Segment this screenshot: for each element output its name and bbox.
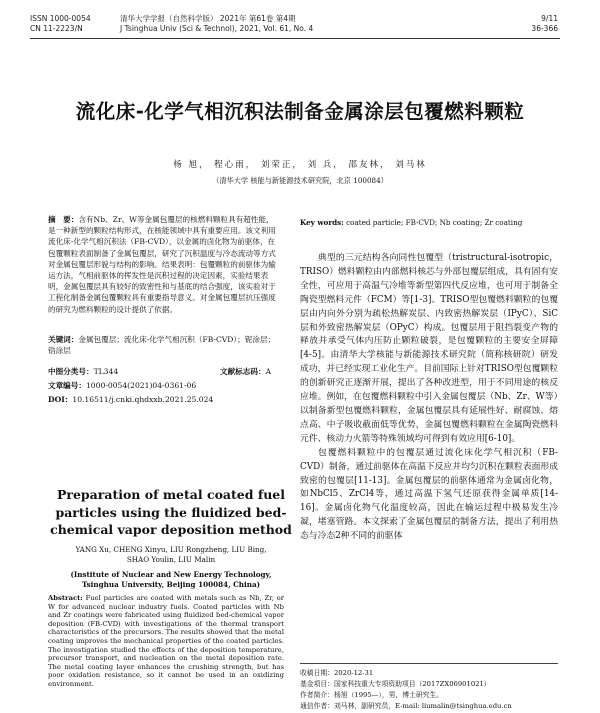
authors-en: [30, 545, 312, 564]
affiliation-en-line1: (Institute of Nuclear and New Energy Technology,: [70, 570, 272, 579]
footnote-fund: 基金项目：国家科技重大专项资助项目（2017ZX06901021）: [300, 680, 491, 688]
body-paragraph-1: 典型的三元结构各向同性包覆型（tristructural-isotropic，TRISO）燃料颗粒由内部燃料核芯与外部包覆层组成，具有固有安全性，可应用于高温气冷堆等新型第四代反应堆，也可用于制备全陶瓷型燃料元件（FCM）等[1-3]。TRISO型包覆燃料颗粒的包覆层由内向外分别为疏松热解炭层、内致密热解炭层（IPyC）、SiC层和外致密热解炭层（OPyC）构成。包覆层用于阻挡裂变产物的释放并承受气体内压防止颗粒破裂，是包覆颗粒的主要安全屏障[4-5]。由清华大学核能与新能源技术研究院（简称核研院）研发成功，并已经实现工业化生产。目前国际上针对TRISO型包覆颗粒的创新研究正逐渐开展，提出了各种改进型，用于不同用途的核反应堆。例如，在包覆燃料颗粒中引入金属包覆层（Nb、Zr、W等）以制备新型包覆燃料颗粒，金属包覆层具有延展性好、耐腐蚀、熔点高、中子吸收截面低等优势，金属包覆燃料颗粒在金属陶瓷燃料元件、核动力火箭等特殊领域均可得到有效应用[6-10]。: [300, 253, 558, 444]
document-code-label: 文献标志码：: [220, 367, 266, 376]
authors-cn: 杨 旭， 程心雨， 刘荣正， 刘 兵， 邵友林， 刘马林: [173, 160, 427, 170]
classification-label: 中图分类号：: [48, 367, 94, 376]
abstract-cn-text: 含有Nb、Zr、W等金属包覆层的核燃料颗粒具有超性能，是一种新型的颗粒结构形式，在核能领域中具有重要应用。该文利用流化床-化学气相沉积法（FB-CVD），以金属的卤化物为前驱体，在包覆颗粒表面制备了金属包覆层，研究了沉积温度与冷态流动等方式对金属包覆层形貌与结构的影响。结果表明：包覆颗粒的前驱体为输运方法，气相前驱体的挥发性是沉积过程的决定因素，实验结果表明，金属包覆层具有较好的致密性和与基底的结合强度，该实验对于工程化制备金属包覆颗粒具有重要指导意义。对金属包覆层抗压强度的研究为燃料颗粒的设计提供了依据。: [48, 215, 276, 314]
affiliation-cn: （清华大学 核能与新能源技术研究院，北京 100084）: [212, 176, 388, 185]
page-range-b: 36-366: [531, 24, 558, 33]
classification-number: [48, 366, 118, 377]
page-range: [531, 14, 558, 34]
keywords-en-text: coated particle; FB-CVD; Nb coating; Zr coating: [346, 218, 523, 227]
keywords-en-label: Key words:: [300, 218, 344, 227]
classification-value: TL344: [93, 367, 119, 376]
keywords-cn-label: 关键词：: [48, 335, 79, 344]
doi-label: DOI：: [48, 395, 73, 404]
article-number-label: 文章编号：: [48, 381, 86, 390]
issn: ISSN 1000-0054: [30, 14, 91, 23]
authors-en-line1: YANG Xu, CHENG Xinyu, LIU Rongzheng, LIU Bing,: [75, 545, 267, 554]
abstract-en-label: Abstract:: [48, 594, 83, 602]
keywords-cn: [48, 334, 276, 356]
affiliation-en: [30, 570, 312, 589]
page-range-a: 9/11: [541, 14, 558, 23]
document-code-value: A: [265, 367, 272, 376]
article-number: [48, 380, 196, 391]
footnote-received: 收稿日期：2020-12-31: [300, 669, 374, 677]
journal-name: [120, 14, 313, 34]
document-code: [220, 366, 271, 377]
footnote-divider: [300, 663, 558, 664]
footnote-corresponding: 通信作者：刘马林，副研究员，E-mail: liumalin@tsinghua.edu.cn: [300, 702, 512, 710]
keywords-en: [300, 218, 558, 227]
doi: [48, 394, 213, 405]
body-text: [300, 252, 558, 544]
journal-name-en: J Tsinghua Univ (Sci & Technol), 2021, Vol. 61, No. 4: [120, 24, 314, 33]
affiliation-en-line2: Tsinghua University, Beijing 100084, China): [81, 579, 261, 589]
journal-codes: [30, 14, 91, 34]
paper-title-cn: 流化床-化学气相沉积法制备金属涂层包覆燃料颗粒: [75, 100, 525, 123]
article-number-value: 1000-0054(2021)04-0361-06: [85, 381, 197, 390]
abstract-cn-label: 摘 要：: [48, 215, 79, 224]
header-divider: [30, 38, 560, 39]
authors-en-line2: SHAO Youlin, LIU Malin: [126, 554, 216, 564]
abstract-en-text: Fuel particles are coated with metals such as Nb, Zr, or W for advanced nuclear industry fuels. Coated particles with Nb and Zr coatings were fabricated using fluidized bed-chemical vapor deposition (FB-CVD) with investigations of the thermal transport characteristics of the precursors. The results showed that the metal coating improves the mechanical properties of the coated particles. The investigation studied the effects of the deposition temperature, precursor transport, and nucleation on the metal deposition rate. The metal coating layer enhances the crushing strength, but has poor oxidation resistance, so it cannot be used in an oxidizing environment.: [48, 594, 284, 688]
cn-number: CN 11-2223/N: [30, 24, 83, 33]
doi-value: 10.16511/j.cnki.qhdxxb.2021.25.024: [72, 395, 214, 404]
footnote-bio: 作者简介：杨旭（1995—），男，博士研究生。: [300, 691, 444, 699]
body-paragraph-2: 包覆燃料颗粒中的包覆层通过流化床化学气相沉积（FB-CVD）制备，通过前驱体在高温下反应并均匀沉积在颗粒表面形成致密的包覆层[11-13]。金属包覆层的前驱体通常为金属卤化物，如NbCl5、ZrCl4等，通过高温下氢气还原获得金属单质[14-16]。金属卤化物气化温度较高，因此在输运过程中极易发生冷凝，堵塞管路。本文探索了金属包覆层的制备方法，提出了利用热态与冷态2种不同的前驱体: [300, 447, 558, 542]
paper-title-en: Preparation of metal coated fuel particles using the fluidized bed-chemical vapor deposition method: [50, 487, 292, 537]
abstract-en: [48, 594, 284, 689]
journal-name-cn: 清华大学学报（自然科学版） 2021年 第61卷 第4期: [120, 14, 296, 23]
keywords-cn-text: 金属包覆层；流化床-化学气相沉积（FB-CVD）；铌涂层；锆涂层: [48, 335, 276, 356]
abstract-cn: [48, 214, 276, 315]
